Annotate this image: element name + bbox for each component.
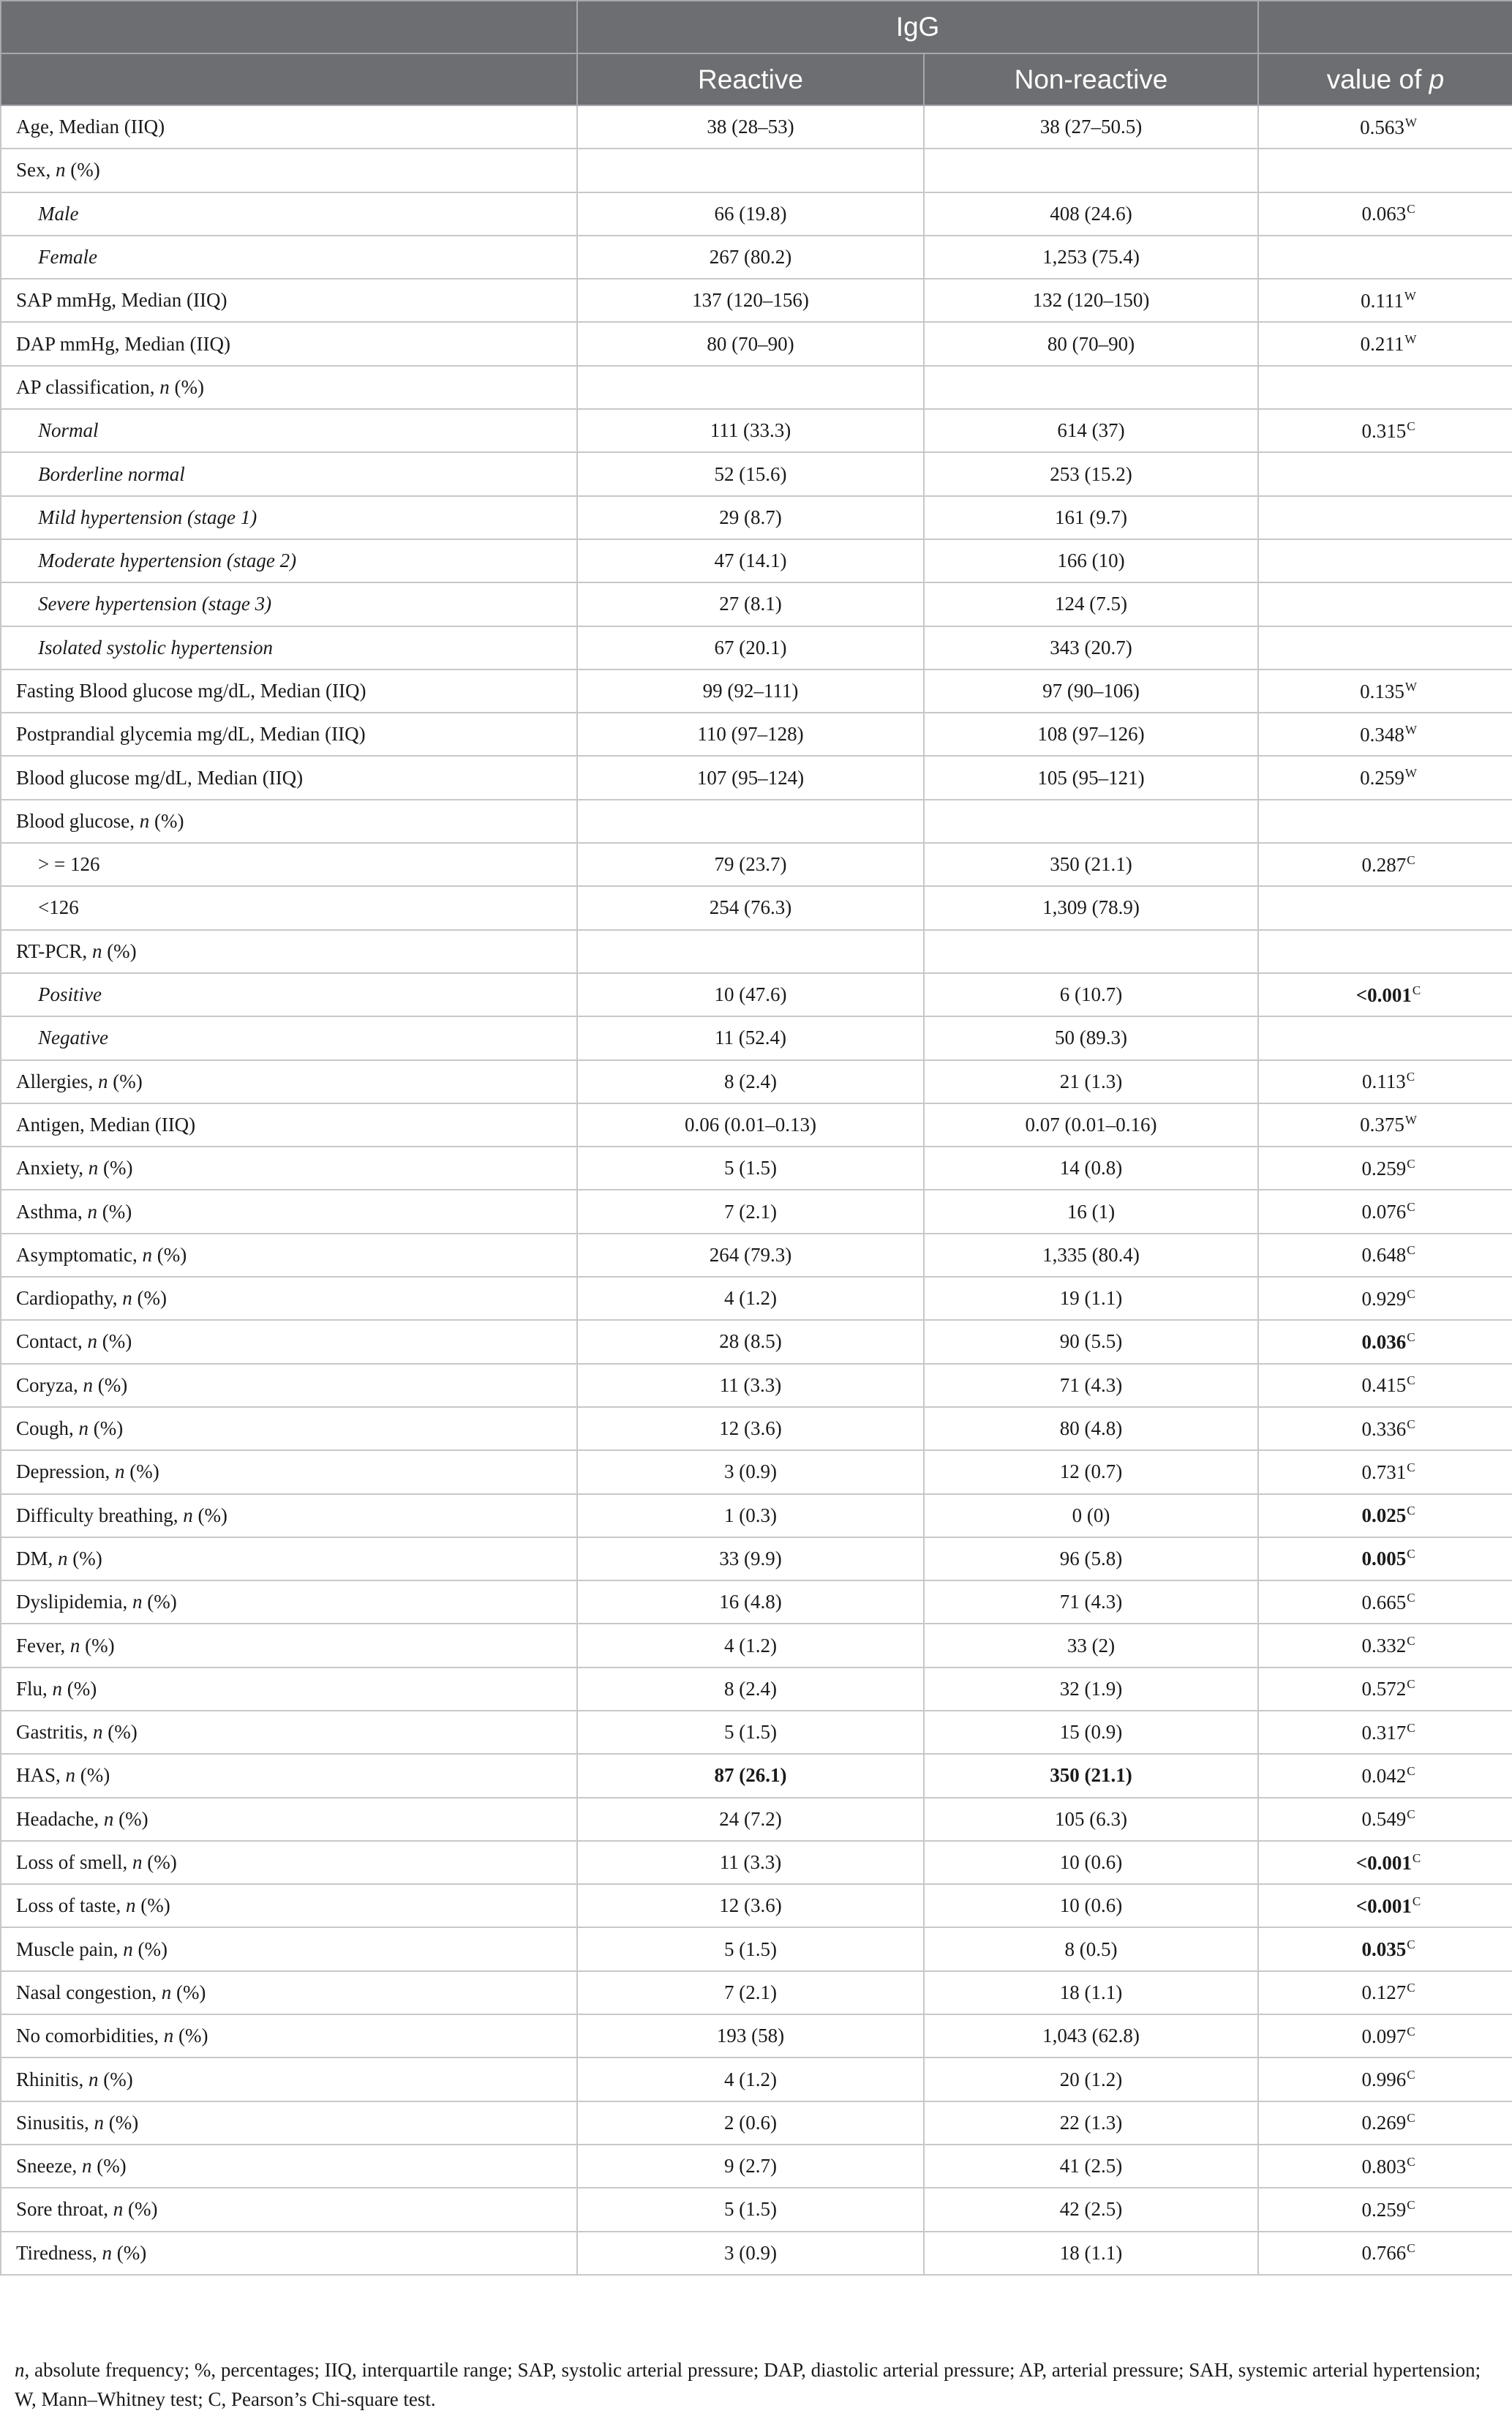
row-label: Nasal congestion, n (%): [1, 1971, 577, 2014]
test-marker: C: [1407, 1677, 1415, 1692]
p-value: $0.211^W$: [1258, 322, 1512, 365]
reactive-value: 110 (97–128): [577, 713, 924, 756]
test-marker: W: [1404, 679, 1417, 694]
table-row: [1, 626, 1512, 669]
table-row: [1, 1580, 1512, 1624]
row-label: AP classification, n (%): [1, 366, 577, 409]
row-label: Age, Median (IIQ): [1, 105, 577, 149]
reactive-value: 29 (8.7): [577, 496, 924, 539]
header-group-igg: IgG: [577, 1, 1258, 53]
table-row: [1, 1407, 1512, 1450]
nonreactive-value: 12 (0.7): [924, 1450, 1258, 1493]
table-row: [1, 539, 1512, 582]
table-row: [1, 105, 1512, 149]
table-row: [1, 1494, 1512, 1537]
row-label: Headache, n (%): [1, 1798, 577, 1841]
nonreactive-value: 350 (21.1): [924, 843, 1258, 886]
nonreactive-value: 21 (1.3): [924, 1060, 1258, 1103]
test-marker: C: [1407, 1460, 1415, 1474]
test-marker: C: [1407, 1547, 1415, 1561]
nonreactive-value: 132 (120–150): [924, 279, 1258, 322]
table-row: [1, 1320, 1512, 1363]
nonreactive-value: 1,335 (80.4): [924, 1234, 1258, 1277]
row-label: Sneeze, n (%): [1, 2145, 577, 2188]
table-row: [1, 886, 1512, 929]
nonreactive-value: 42 (2.5): [924, 2188, 1258, 2231]
table-row: [1, 1190, 1512, 1233]
p-value: [1258, 1016, 1512, 1059]
test-marker: C: [1407, 2024, 1415, 2038]
test-marker: C: [1407, 2197, 1415, 2212]
reactive-value: 4 (1.2): [577, 2057, 924, 2101]
row-label: Coryza, n (%): [1, 1364, 577, 1407]
nonreactive-value: 105 (6.3): [924, 1798, 1258, 1841]
header-row-group: [1, 1, 1512, 53]
table-row: [1, 1450, 1512, 1493]
table-row: [1, 843, 1512, 886]
row-label: Rhinitis, n (%): [1, 2057, 577, 2101]
row-label: Mild hypertension (stage 1): [1, 496, 577, 539]
table-row: [1, 1884, 1512, 1927]
table-row: [1, 2188, 1512, 2231]
reactive-value: 67 (20.1): [577, 626, 924, 669]
row-label: DM, n (%): [1, 1537, 577, 1580]
nonreactive-value: 10 (0.6): [924, 1884, 1258, 1927]
nonreactive-value: 16 (1): [924, 1190, 1258, 1233]
p-value: $0.097^C$: [1258, 2014, 1512, 2057]
row-label: Gastritis, n (%): [1, 1711, 577, 1754]
p-value: $0.076^C$: [1258, 1190, 1512, 1233]
test-marker: C: [1407, 1243, 1415, 1258]
nonreactive-value: 253 (15.2): [924, 452, 1258, 495]
table-row: [1, 366, 1512, 409]
test-marker: W: [1404, 332, 1417, 347]
reactive-value: 87 (26.1): [577, 1754, 924, 1797]
test-marker: C: [1407, 852, 1415, 867]
row-label: Normal: [1, 409, 577, 452]
test-marker: C: [1407, 1763, 1415, 1778]
table-row: [1, 149, 1512, 192]
test-marker: C: [1412, 983, 1421, 997]
p-value: $0.042^C$: [1258, 1754, 1512, 1797]
reactive-value: 193 (58): [577, 2014, 924, 2057]
header-p-value: value of p: [1258, 53, 1512, 105]
table-row: [1, 1927, 1512, 1970]
test-marker: C: [1407, 2068, 1415, 2082]
p-value: $0.348^W$: [1258, 713, 1512, 756]
p-value: $0.766^C$: [1258, 2232, 1512, 2275]
reactive-value: 24 (7.2): [577, 1798, 924, 1841]
p-value: $0.111^W$: [1258, 279, 1512, 322]
p-value: $<0.001^C$: [1258, 973, 1512, 1016]
reactive-value: 10 (47.6): [577, 973, 924, 1016]
p-value: [1258, 886, 1512, 929]
row-label: Negative: [1, 1016, 577, 1059]
test-marker: W: [1404, 288, 1416, 303]
nonreactive-value: 1,043 (62.8): [924, 2014, 1258, 2057]
row-label: Fasting Blood glucose mg/dL, Median (IIQ): [1, 669, 577, 713]
nonreactive-value: 38 (27–50.5): [924, 105, 1258, 149]
test-marker: C: [1407, 2241, 1415, 2256]
reactive-value: 47 (14.1): [577, 539, 924, 582]
row-label: Moderate hypertension (stage 2): [1, 539, 577, 582]
reactive-value: 4 (1.2): [577, 1624, 924, 1667]
table-row: [1, 669, 1512, 713]
p-value: [1258, 930, 1512, 973]
test-marker: C: [1412, 1894, 1421, 1908]
reactive-value: 80 (70–90): [577, 322, 924, 365]
nonreactive-value: 50 (89.3): [924, 1016, 1258, 1059]
p-value: [1258, 582, 1512, 626]
nonreactive-value: 90 (5.5): [924, 1320, 1258, 1363]
nonreactive-value: 6 (10.7): [924, 973, 1258, 1016]
table-row: [1, 322, 1512, 365]
reactive-value: 5 (1.5): [577, 2188, 924, 2231]
nonreactive-value: 22 (1.3): [924, 2101, 1258, 2145]
table-row: [1, 1060, 1512, 1103]
row-label: Cough, n (%): [1, 1407, 577, 1450]
reactive-value: 11 (52.4): [577, 1016, 924, 1059]
row-label: Asymptomatic, n (%): [1, 1234, 577, 1277]
reactive-value: [577, 930, 924, 973]
table-row: [1, 2101, 1512, 2145]
p-value: [1258, 366, 1512, 409]
header-label-cell: [1, 53, 577, 105]
test-marker: C: [1407, 2111, 1415, 2126]
p-value: $0.259^C$: [1258, 2188, 1512, 2231]
nonreactive-value: 20 (1.2): [924, 2057, 1258, 2101]
p-value: $0.287^C$: [1258, 843, 1512, 886]
reactive-value: 16 (4.8): [577, 1580, 924, 1624]
reactive-value: 111 (33.3): [577, 409, 924, 452]
p-value: $0.563^W$: [1258, 105, 1512, 149]
p-value: [1258, 800, 1512, 843]
table-body: [1, 105, 1512, 2275]
table-row: [1, 800, 1512, 843]
test-marker: C: [1407, 1329, 1415, 1344]
p-value: $0.035^C$: [1258, 1927, 1512, 1970]
table-row: [1, 1668, 1512, 1711]
nonreactive-value: [924, 149, 1258, 192]
p-value: $0.415^C$: [1258, 1364, 1512, 1407]
nonreactive-value: 105 (95–121): [924, 756, 1258, 799]
p-value: $0.996^C$: [1258, 2057, 1512, 2101]
reactive-value: 137 (120–156): [577, 279, 924, 322]
table-row: [1, 756, 1512, 799]
reactive-value: 28 (8.5): [577, 1320, 924, 1363]
table-row: [1, 496, 1512, 539]
row-label: SAP mmHg, Median (IIQ): [1, 279, 577, 322]
reactive-value: 7 (2.1): [577, 1971, 924, 2014]
row-label: Isolated systolic hypertension: [1, 626, 577, 669]
nonreactive-value: 15 (0.9): [924, 1711, 1258, 1754]
reactive-value: 79 (23.7): [577, 843, 924, 886]
reactive-value: 12 (3.6): [577, 1407, 924, 1450]
reactive-value: 5 (1.5): [577, 1147, 924, 1190]
nonreactive-value: 18 (1.1): [924, 1971, 1258, 2014]
test-marker: C: [1407, 419, 1415, 433]
reactive-value: 27 (8.1): [577, 582, 924, 626]
reactive-value: 11 (3.3): [577, 1364, 924, 1407]
table-row: [1, 1624, 1512, 1667]
p-value: $0.259^W$: [1258, 756, 1512, 799]
nonreactive-value: 343 (20.7): [924, 626, 1258, 669]
nonreactive-value: 18 (1.1): [924, 2232, 1258, 2275]
reactive-value: [577, 800, 924, 843]
reactive-value: 2 (0.6): [577, 2101, 924, 2145]
p-value: [1258, 236, 1512, 279]
reactive-value: 11 (3.3): [577, 1841, 924, 1884]
p-value: $0.375^W$: [1258, 1103, 1512, 1147]
reactive-value: [577, 149, 924, 192]
table-row: [1, 2057, 1512, 2101]
p-value: $0.135^W$: [1258, 669, 1512, 713]
table-row: [1, 1103, 1512, 1147]
p-value: $0.063^C$: [1258, 192, 1512, 236]
reactive-value: 66 (19.8): [577, 192, 924, 236]
row-label: Sex, n (%): [1, 149, 577, 192]
table-row: [1, 2014, 1512, 2057]
header-nonreactive: Non-reactive: [924, 53, 1258, 105]
nonreactive-value: [924, 930, 1258, 973]
table-row: [1, 2145, 1512, 2188]
table-row: [1, 1754, 1512, 1797]
row-label: Cardiopathy, n (%): [1, 1277, 577, 1320]
row-label: Female: [1, 236, 577, 279]
row-label: > = 126: [1, 843, 577, 886]
test-marker: C: [1407, 1286, 1415, 1301]
reactive-value: 1 (0.3): [577, 1494, 924, 1537]
row-label: Loss of taste, n (%): [1, 1884, 577, 1927]
test-marker: C: [1407, 202, 1415, 217]
p-value: [1258, 452, 1512, 495]
nonreactive-value: 0.07 (0.01–0.16): [924, 1103, 1258, 1147]
row-label: Blood glucose, n (%): [1, 800, 577, 843]
nonreactive-value: 71 (4.3): [924, 1364, 1258, 1407]
header-blank-cell: [1258, 1, 1512, 53]
row-label: DAP mmHg, Median (IIQ): [1, 322, 577, 365]
nonreactive-value: 161 (9.7): [924, 496, 1258, 539]
header-reactive: Reactive: [577, 53, 924, 105]
row-label: Flu, n (%): [1, 1668, 577, 1711]
test-marker: W: [1404, 722, 1417, 737]
test-marker: C: [1407, 1417, 1415, 1431]
nonreactive-value: 71 (4.3): [924, 1580, 1258, 1624]
p-value: $0.648^C$: [1258, 1234, 1512, 1277]
nonreactive-value: 1,309 (78.9): [924, 886, 1258, 929]
table-row: [1, 1841, 1512, 1884]
table-row: [1, 236, 1512, 279]
test-marker: W: [1404, 115, 1417, 130]
nonreactive-value: 32 (1.9): [924, 1668, 1258, 1711]
row-label: Loss of smell, n (%): [1, 1841, 577, 1884]
row-label: Borderline normal: [1, 452, 577, 495]
reactive-value: 8 (2.4): [577, 1060, 924, 1103]
test-marker: C: [1407, 1200, 1415, 1215]
table-row: [1, 1711, 1512, 1754]
p-value: [1258, 149, 1512, 192]
nonreactive-value: 0 (0): [924, 1494, 1258, 1537]
p-value: $0.803^C$: [1258, 2145, 1512, 2188]
p-value: $0.113^C$: [1258, 1060, 1512, 1103]
p-value: $0.332^C$: [1258, 1624, 1512, 1667]
reactive-value: 9 (2.7): [577, 2145, 924, 2188]
row-label: Depression, n (%): [1, 1450, 577, 1493]
test-marker: C: [1406, 1070, 1415, 1084]
row-label: Antigen, Median (IIQ): [1, 1103, 577, 1147]
p-value: $0.315^C$: [1258, 409, 1512, 452]
row-label: HAS, n (%): [1, 1754, 577, 1797]
p-value: $0.549^C$: [1258, 1798, 1512, 1841]
nonreactive-value: 96 (5.8): [924, 1537, 1258, 1580]
test-marker: C: [1407, 2154, 1415, 2169]
reactive-value: 264 (79.3): [577, 1234, 924, 1277]
table-row: [1, 582, 1512, 626]
row-label: Difficulty breathing, n (%): [1, 1494, 577, 1537]
p-value: $0.127^C$: [1258, 1971, 1512, 2014]
reactive-value: 107 (95–124): [577, 756, 924, 799]
table-row: [1, 279, 1512, 322]
reactive-value: 33 (9.9): [577, 1537, 924, 1580]
row-label: Sore throat, n (%): [1, 2188, 577, 2231]
reactive-value: 7 (2.1): [577, 1190, 924, 1233]
p-value: [1258, 496, 1512, 539]
nonreactive-value: 408 (24.6): [924, 192, 1258, 236]
row-label: Sinusitis, n (%): [1, 2101, 577, 2145]
row-label: Severe hypertension (stage 3): [1, 582, 577, 626]
reactive-value: 12 (3.6): [577, 1884, 924, 1927]
reactive-value: 4 (1.2): [577, 1277, 924, 1320]
p-value: $0.025^C$: [1258, 1494, 1512, 1537]
table-row: [1, 713, 1512, 756]
nonreactive-value: 8 (0.5): [924, 1927, 1258, 1970]
nonreactive-value: 80 (70–90): [924, 322, 1258, 365]
test-marker: C: [1407, 1720, 1415, 1735]
nonreactive-value: [924, 800, 1258, 843]
table-row: [1, 1798, 1512, 1841]
reactive-value: 267 (80.2): [577, 236, 924, 279]
table-row: [1, 1364, 1512, 1407]
table-row: [1, 1234, 1512, 1277]
table-row: [1, 1016, 1512, 1059]
table-row: [1, 1971, 1512, 2014]
p-value: $0.036^C$: [1258, 1320, 1512, 1363]
reactive-value: 3 (0.9): [577, 2232, 924, 2275]
nonreactive-value: 33 (2): [924, 1624, 1258, 1667]
nonreactive-value: 80 (4.8): [924, 1407, 1258, 1450]
row-label: Positive: [1, 973, 577, 1016]
header-row-columns: [1, 53, 1512, 105]
test-marker: C: [1412, 1850, 1421, 1865]
p-value: $0.929^C$: [1258, 1277, 1512, 1320]
row-label: Postprandial glycemia mg/dL, Median (IIQ): [1, 713, 577, 756]
reactive-value: 3 (0.9): [577, 1450, 924, 1493]
reactive-value: [577, 366, 924, 409]
nonreactive-value: [924, 366, 1258, 409]
row-label: Fever, n (%): [1, 1624, 577, 1667]
p-value: $0.317^C$: [1258, 1711, 1512, 1754]
p-value: $<0.001^C$: [1258, 1884, 1512, 1927]
reactive-value: 52 (15.6): [577, 452, 924, 495]
table-row: [1, 1147, 1512, 1190]
table-row: [1, 452, 1512, 495]
nonreactive-value: 614 (37): [924, 409, 1258, 452]
row-label: Allergies, n (%): [1, 1060, 577, 1103]
nonreactive-value: 1,253 (75.4): [924, 236, 1258, 279]
test-marker: C: [1407, 1981, 1415, 1995]
header-blank-cell: [1, 1, 577, 53]
p-value: $0.336^C$: [1258, 1407, 1512, 1450]
p-value: [1258, 626, 1512, 669]
row-label: Muscle pain, n (%): [1, 1927, 577, 1970]
table-row: [1, 192, 1512, 236]
nonreactive-value: 124 (7.5): [924, 582, 1258, 626]
reactive-value: 38 (28–53): [577, 105, 924, 149]
reactive-value: 0.06 (0.01–0.13): [577, 1103, 924, 1147]
test-marker: W: [1404, 766, 1417, 781]
test-marker: C: [1407, 1634, 1415, 1648]
table-row: [1, 973, 1512, 1016]
row-label: Asthma, n (%): [1, 1190, 577, 1233]
p-value: $0.665^C$: [1258, 1580, 1512, 1624]
table-row: [1, 409, 1512, 452]
nonreactive-value: 166 (10): [924, 539, 1258, 582]
reactive-value: 99 (92–111): [577, 669, 924, 713]
table-footnote: n, absolute frequency; %, percentages; IIQ, interquartile range; SAP, systolic arterial pressure; DAP, diastolic arterial pressure; AP, arterial pressure; SAH, systemic arterial hypertension; W, Mann–Whitney test; C, Pearson’s Chi-square test.: [15, 2359, 1481, 2410]
nonreactive-value: 108 (97–126): [924, 713, 1258, 756]
p-value: $0.731^C$: [1258, 1450, 1512, 1493]
row-label: Male: [1, 192, 577, 236]
p-value: $0.572^C$: [1258, 1668, 1512, 1711]
row-label: Dyslipidemia, n (%): [1, 1580, 577, 1624]
nonreactive-value: 19 (1.1): [924, 1277, 1258, 1320]
test-marker: C: [1407, 1504, 1415, 1518]
nonreactive-value: 14 (0.8): [924, 1147, 1258, 1190]
p-value: $0.259^C$: [1258, 1147, 1512, 1190]
row-label: Anxiety, n (%): [1, 1147, 577, 1190]
test-marker: C: [1407, 1938, 1415, 1952]
test-marker: C: [1407, 1373, 1415, 1388]
table-row: [1, 930, 1512, 973]
test-marker: W: [1404, 1113, 1417, 1128]
reactive-value: 8 (2.4): [577, 1668, 924, 1711]
test-marker: C: [1407, 1807, 1415, 1822]
row-label: Blood glucose mg/dL, Median (IIQ): [1, 756, 577, 799]
reactive-value: 5 (1.5): [577, 1711, 924, 1754]
nonreactive-value: 10 (0.6): [924, 1841, 1258, 1884]
table-row: [1, 2232, 1512, 2275]
p-value: $0.005^C$: [1258, 1537, 1512, 1580]
p-value: $0.269^C$: [1258, 2101, 1512, 2145]
reactive-value: 254 (76.3): [577, 886, 924, 929]
nonreactive-value: 41 (2.5): [924, 2145, 1258, 2188]
nonreactive-value: 350 (21.1): [924, 1754, 1258, 1797]
nonreactive-value: 97 (90–106): [924, 669, 1258, 713]
table-row: [1, 1537, 1512, 1580]
row-label: Tiredness, n (%): [1, 2232, 577, 2275]
row-label: RT-PCR, n (%): [1, 930, 577, 973]
table-row: [1, 1277, 1512, 1320]
row-label: No comorbidities, n (%): [1, 2014, 577, 2057]
p-value: $<0.001^C$: [1258, 1841, 1512, 1884]
test-marker: C: [1407, 1590, 1415, 1605]
p-value: [1258, 539, 1512, 582]
test-marker: C: [1407, 1156, 1415, 1171]
row-label: Contact, n (%): [1, 1320, 577, 1363]
reactive-value: 5 (1.5): [577, 1927, 924, 1970]
row-label: <126: [1, 886, 577, 929]
